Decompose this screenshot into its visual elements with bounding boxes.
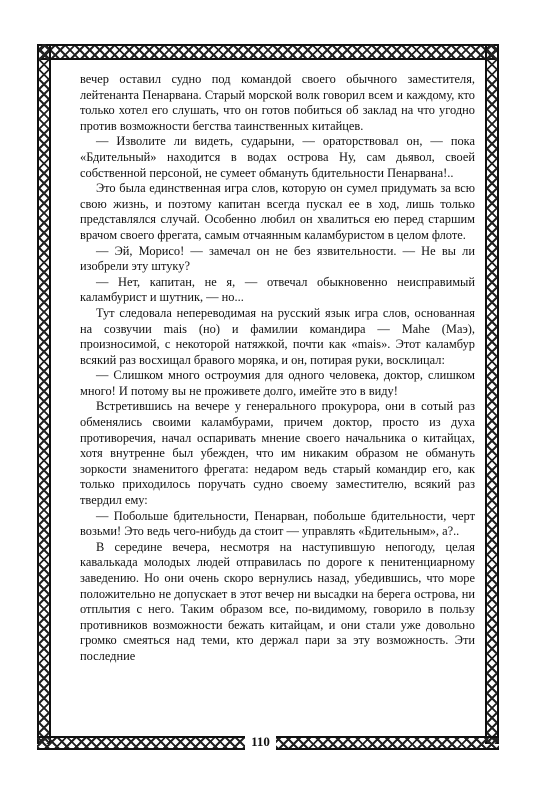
paragraph: В середине вечера, несмотря на наступившую непогоду, целая кавалькада молодых людей отправилась по дороге к пенитенциарному заведению. Но они очень скоро вернулись назад, убедившись, что море положительно не допускает в этот вечер ни высадки на берега острова, ни отплытия с него. Таким образом все, по-видимому, говорило в пользу противников возможности бежать китайцам, и они стали уже довольно громко смеяться над теми, кто держал пари за эту возможность. Эти последние [80, 539, 475, 663]
body-text [80, 72, 475, 665]
ornamental-border-top [37, 44, 499, 60]
paragraph: — Слишком много остроумия для одного человека, доктор, слишком много! И потому вы не проживете долго, имейте это в виду! [80, 368, 475, 398]
ornamental-border-bottom-left [37, 736, 245, 750]
paragraph: вечер оставил судно под командой своего обычного заместителя, лейтенанта Пенарвана. Старый морской волк говорил всем и каждому, кто только хотел его слушать, что он готов побиться об заклад на что угодно против возможности бегства таинственных китайцев. [80, 72, 475, 133]
paragraph: Это была единственная игра слов, которую он сумел придумать за всю свою жизнь, и поэтому капитан всегда пускал ее в ход, лишь только представлялся случай. Особенно любил он хвалиться ею перед старшим врачом своего фрегата, самым отчаянным каламбуристом в целом флоте. [80, 181, 475, 242]
ornamental-border-bottom-right [276, 736, 499, 750]
paragraph: — Побольше бдительности, Пенарван, побольше бдительности, черт возьми! Это ведь чего-нибудь да стоит — управлять «Бдительным», а?.. [80, 508, 475, 539]
ornamental-border-left [37, 44, 51, 744]
page-number: 110 [251, 734, 270, 749]
paragraph: — Эй, Морисо! — замечал он не без язвительности. — Не вы ли изобрели эту штуку? [80, 243, 475, 274]
ornamental-border-right [485, 44, 499, 744]
paragraph: — Нет, капитан, не я, — отвечал обыкновенно неисправимый каламбурист и шутник, — но... [80, 274, 475, 305]
paragraph: Тут следовала непереводимая на русский язык игра слов, основанная на созвучии mais (но) и фамилии командира — Mahe (Маэ), произносимой, с некоторой натяжкой, почти как «mais». Этот каламбур всякий раз восхищал бравого моряка, и он, потирая руки, восклицал: [80, 305, 475, 367]
paragraph: — Изволите ли видеть, сударыни, — ораторствовал он, — пока «Бдительный» находится в водах острова Ну, сам дьявол, своей собственной персоной, не сумеет обмануть бдительности Пенарвана!.. [80, 134, 475, 180]
paragraph: Встретившись на вечере у генерального прокурора, они в сотый раз обменялись своими каламбурами, причем доктор, просто из духа противоречия, начал оспаривать мнение своего начальника о китайцах, хотя внутренне был убежден, что им никаким образом не обмануть зоркости знаменитого фрегата: недаром ведь старый командир его, как только приходилось поручать судно своему заместителю, всякий раз твердил ему: [80, 399, 475, 508]
